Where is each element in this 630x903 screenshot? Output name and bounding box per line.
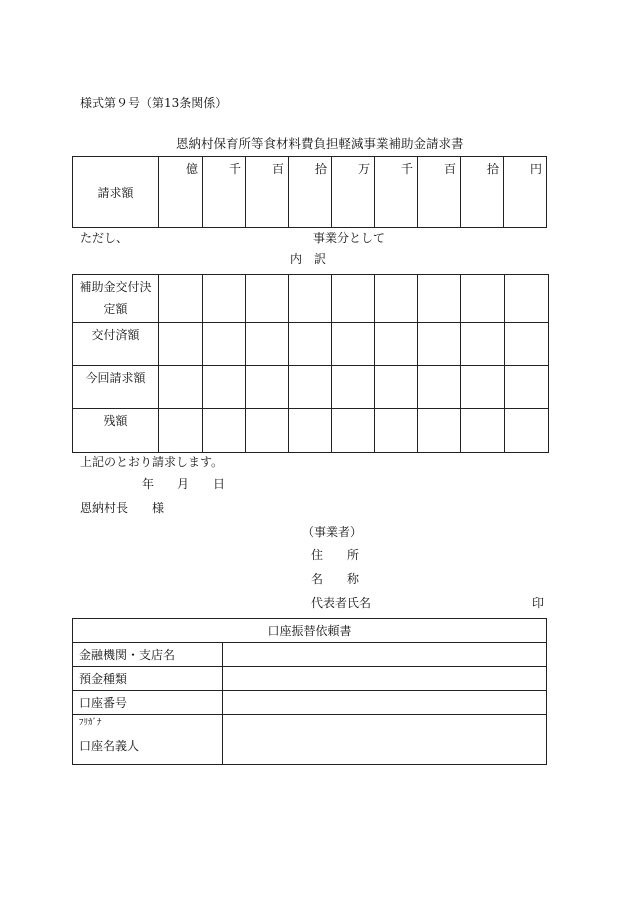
account-number-field[interactable] bbox=[223, 691, 547, 715]
representative-label: 代表者氏名 bbox=[311, 596, 372, 610]
applicant-heading: （事業者） bbox=[302, 525, 363, 539]
breakdown-cell[interactable] bbox=[289, 409, 332, 453]
breakdown-cell[interactable] bbox=[246, 366, 289, 409]
breakdown-cell[interactable] bbox=[246, 409, 289, 453]
company-name-label: 名 称 bbox=[311, 572, 360, 586]
date-day: 日 bbox=[213, 477, 226, 491]
address-label: 住 所 bbox=[311, 548, 360, 562]
account-holder-text: 口座名義人 bbox=[79, 739, 140, 753]
amount-table bbox=[72, 156, 547, 228]
amount-unit-cell[interactable]: 億 bbox=[159, 157, 203, 228]
amount-unit-cell[interactable]: 拾 bbox=[461, 157, 504, 228]
bank-transfer-title: 口座振替依頼書 bbox=[73, 619, 547, 643]
breakdown-cell[interactable] bbox=[289, 366, 332, 409]
breakdown-row-label bbox=[73, 409, 159, 453]
date-month: 月 bbox=[177, 477, 190, 491]
breakdown-cell[interactable] bbox=[418, 323, 461, 366]
breakdown-cell[interactable] bbox=[505, 366, 549, 409]
breakdown-cell[interactable] bbox=[418, 275, 461, 323]
breakdown-cell[interactable] bbox=[159, 323, 203, 366]
breakdown-cell[interactable] bbox=[289, 323, 332, 366]
request-statement: 上記のとおり請求します。 bbox=[80, 455, 224, 469]
seal-mark: 印 bbox=[532, 596, 545, 610]
breakdown-cell[interactable] bbox=[418, 409, 461, 453]
breakdown-row-label bbox=[73, 366, 159, 409]
breakdown-heading: 内 訳 bbox=[290, 252, 327, 266]
proviso-suffix: 事業分として bbox=[313, 231, 386, 245]
form-number: 様式第９号（第13条関係） bbox=[80, 96, 228, 110]
breakdown-row-label bbox=[73, 275, 159, 323]
proviso-prefix: ただし、 bbox=[80, 231, 129, 245]
amount-unit-cell[interactable]: 百 bbox=[246, 157, 289, 228]
breakdown-cell[interactable] bbox=[203, 323, 246, 366]
breakdown-cell[interactable] bbox=[505, 323, 549, 366]
breakdown-cell[interactable] bbox=[159, 275, 203, 323]
account-holder-label bbox=[73, 715, 223, 765]
breakdown-cell[interactable] bbox=[461, 275, 505, 323]
deposit-type-field[interactable] bbox=[223, 667, 547, 691]
breakdown-cell[interactable] bbox=[289, 275, 332, 323]
breakdown-label-line1: 交付済額 bbox=[91, 328, 140, 342]
deposit-type-label: 預金種類 bbox=[73, 667, 223, 691]
breakdown-cell[interactable] bbox=[505, 275, 549, 323]
account-number-label: 口座番号 bbox=[73, 691, 223, 715]
breakdown-cell[interactable] bbox=[375, 366, 418, 409]
breakdown-cell[interactable] bbox=[332, 323, 375, 366]
amount-unit-cell[interactable]: 千 bbox=[203, 157, 246, 228]
breakdown-cell[interactable] bbox=[375, 323, 418, 366]
breakdown-cell[interactable] bbox=[246, 323, 289, 366]
breakdown-label-line1: 今回請求額 bbox=[85, 371, 146, 385]
bank-branch-field[interactable] bbox=[223, 643, 547, 667]
account-holder-field[interactable] bbox=[223, 715, 547, 765]
breakdown-cell[interactable] bbox=[418, 366, 461, 409]
breakdown-cell[interactable] bbox=[159, 409, 203, 453]
breakdown-label-line1: 補助金交付決 bbox=[79, 280, 152, 294]
breakdown-cell[interactable] bbox=[461, 409, 505, 453]
breakdown-cell[interactable] bbox=[203, 366, 246, 409]
bank-branch-label: 金融機関・支店名 bbox=[73, 643, 223, 667]
breakdown-table bbox=[72, 274, 549, 453]
date-year: 年 bbox=[142, 477, 155, 491]
breakdown-cell[interactable] bbox=[332, 366, 375, 409]
breakdown-cell[interactable] bbox=[505, 409, 549, 453]
document-title: 恩納村保育所等食材料費負担軽減事業補助金請求書 bbox=[176, 136, 464, 151]
breakdown-cell[interactable] bbox=[203, 409, 246, 453]
breakdown-row-label bbox=[73, 323, 159, 366]
breakdown-cell[interactable] bbox=[461, 323, 505, 366]
breakdown-cell[interactable] bbox=[375, 275, 418, 323]
breakdown-cell[interactable] bbox=[461, 366, 505, 409]
amount-unit-cell[interactable]: 千 bbox=[375, 157, 418, 228]
addressee: 恩納村長 様 bbox=[80, 501, 165, 515]
breakdown-cell[interactable] bbox=[246, 275, 289, 323]
amount-unit-cell[interactable]: 万 bbox=[332, 157, 375, 228]
breakdown-label-line2: 定額 bbox=[103, 302, 128, 316]
breakdown-label-line1: 残額 bbox=[103, 414, 128, 428]
bank-transfer-table bbox=[72, 618, 547, 765]
amount-unit-cell[interactable]: 拾 bbox=[289, 157, 332, 228]
breakdown-cell[interactable] bbox=[332, 275, 375, 323]
amount-label: 請求額 bbox=[73, 157, 159, 228]
breakdown-cell[interactable] bbox=[159, 366, 203, 409]
furigana-label: ﾌﾘｶﾞﾅ bbox=[79, 718, 102, 728]
amount-unit-cell[interactable]: 百 bbox=[418, 157, 461, 228]
breakdown-cell[interactable] bbox=[375, 409, 418, 453]
amount-unit-cell[interactable]: 円 bbox=[504, 157, 547, 228]
breakdown-cell[interactable] bbox=[332, 409, 375, 453]
breakdown-cell[interactable] bbox=[203, 275, 246, 323]
